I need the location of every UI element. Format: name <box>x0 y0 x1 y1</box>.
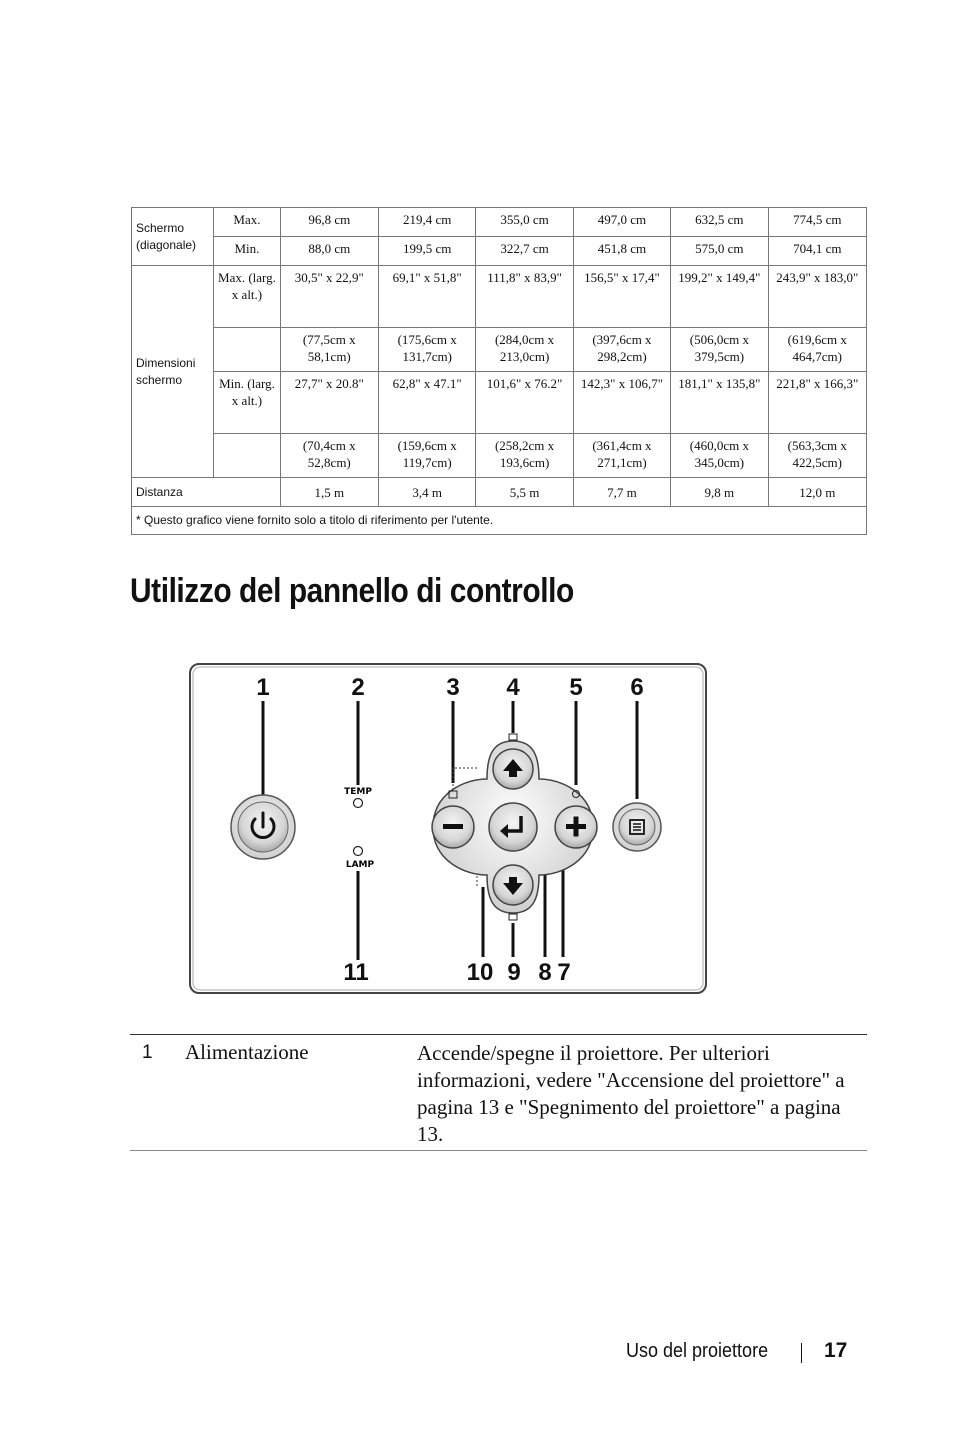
screen-max-row <box>132 208 867 237</box>
description-bottom-rule <box>130 1150 867 1151</box>
table-cell: 575,0 cm <box>671 237 768 266</box>
footer-section-title: Uso del proiettore <box>626 1340 769 1362</box>
dimensions-max-in-row <box>132 266 867 328</box>
down-button[interactable] <box>493 865 533 905</box>
plus-button[interactable] <box>555 806 597 848</box>
table-cell: 181,1" x 135,8" <box>671 372 768 434</box>
table-cell: (159,6cm x 119,7cm) <box>378 434 475 478</box>
description-number: 1 <box>142 1042 153 1063</box>
table-cell: 219,4 cm <box>378 208 475 237</box>
table-cell: 632,5 cm <box>671 208 768 237</box>
table-cell: 3,4 m <box>378 478 475 507</box>
max-size-label: Max. (larg. x alt.) <box>214 266 280 328</box>
dimensions-min-cm-row <box>132 434 867 478</box>
control-panel-diagram <box>187 661 709 996</box>
table-cell: 355,0 cm <box>476 208 573 237</box>
section-heading: Utilizzo del pannello di controllo <box>130 572 574 610</box>
table-cell: 497,0 cm <box>573 208 670 237</box>
table-cell: (284,0cm x 213,0cm) <box>476 328 573 372</box>
min-size-label: Min. (larg. x alt.) <box>214 372 280 434</box>
table-cell: 5,5 m <box>476 478 573 507</box>
table-cell: 322,7 cm <box>476 237 573 266</box>
table-cell: 199,2" x 149,4" <box>671 266 768 328</box>
table-cell: 199,5 cm <box>378 237 475 266</box>
footer-separator <box>801 1343 802 1363</box>
minus-button[interactable] <box>432 806 474 848</box>
distance-row <box>132 478 867 507</box>
enter-button[interactable] <box>489 803 537 851</box>
callout-10: 10 <box>466 959 494 986</box>
table-cell: (506,0cm x 379,5cm) <box>671 328 768 372</box>
table-cell: (619,6cm x 464,7cm) <box>768 328 866 372</box>
table-cell: 101,6" x 76.2" <box>476 372 573 434</box>
menu-button[interactable] <box>613 803 661 851</box>
callout-5: 5 <box>569 674 583 701</box>
table-cell: 7,7 m <box>573 478 670 507</box>
table-cell: 12,0 m <box>768 478 866 507</box>
callout-1: 1 <box>256 674 270 701</box>
table-cell: (460,0cm x 345,0cm) <box>671 434 768 478</box>
table-cell: 9,8 m <box>671 478 768 507</box>
table-cell: 451,8 cm <box>573 237 670 266</box>
screen-dimensions-label: Dimensioni schermo <box>132 266 214 478</box>
table-cell: 62,8" x 47.1" <box>378 372 475 434</box>
lamp-label: LAMP <box>345 860 375 870</box>
table-cell: 27,7" x 20.8" <box>280 372 378 434</box>
callout-4: 4 <box>506 674 520 701</box>
up-button[interactable] <box>493 749 533 789</box>
table-cell: (77,5cm x 58,1cm) <box>280 328 378 372</box>
table-cell: 88,0 cm <box>280 237 378 266</box>
table-cell: (70,4cm x 52,8cm) <box>280 434 378 478</box>
table-cell: 1,5 m <box>280 478 378 507</box>
table-cell: (397,6cm x 298,2cm) <box>573 328 670 372</box>
max-label: Max. <box>214 208 280 237</box>
table-cell: 142,3" x 106,7" <box>573 372 670 434</box>
empty-cell <box>214 328 280 372</box>
screen-diagonal-label: Schermo (diagonale) <box>132 208 214 266</box>
table-cell: 69,1" x 51,8" <box>378 266 475 328</box>
table-cell: (563,3cm x 422,5cm) <box>768 434 866 478</box>
table-footnote: * Questo grafico viene fornito solo a titolo di riferimento per l'utente. <box>132 507 867 535</box>
table-cell: 96,8 cm <box>280 208 378 237</box>
table-cell: 30,5" x 22,9" <box>280 266 378 328</box>
dimensions-min-in-row <box>132 372 867 434</box>
table-cell: 704,1 cm <box>768 237 866 266</box>
callout-3: 3 <box>446 674 460 701</box>
description-top-rule <box>130 1034 867 1035</box>
lamp-led <box>354 847 363 856</box>
minus-icon <box>443 824 463 829</box>
callout-6: 6 <box>630 674 644 701</box>
table-cell: 243,9" x 183,0" <box>768 266 866 328</box>
description-name: Alimentazione <box>185 1040 309 1064</box>
description-text: Accende/spegne il proiettore. Per ulteriori informazioni, vedere "Accensione del proiettore" a pagina 13 e "Spegnimento del proiettore" a pagina 13. <box>417 1041 845 1146</box>
footnote-row <box>132 507 867 535</box>
temp-led <box>354 799 363 808</box>
table-cell: 111,8" x 83,9" <box>476 266 573 328</box>
temp-label: TEMP <box>344 787 372 797</box>
power-button[interactable] <box>231 795 295 859</box>
callout-8: 8 <box>538 959 552 986</box>
projection-spec-table <box>131 207 867 535</box>
page-number: 17 <box>824 1339 848 1362</box>
min-label: Min. <box>214 237 280 266</box>
table-cell: 774,5 cm <box>768 208 866 237</box>
table-cell: 221,8" x 166,3" <box>768 372 866 434</box>
callout-7: 7 <box>557 959 571 986</box>
empty-cell <box>214 434 280 478</box>
callout-11: 11 <box>343 959 369 986</box>
callout-9: 9 <box>507 959 521 986</box>
table-cell: 156,5" x 17,4" <box>573 266 670 328</box>
callout-2: 2 <box>351 674 365 701</box>
table-cell: (175,6cm x 131,7cm) <box>378 328 475 372</box>
table-cell: (361,4cm x 271,1cm) <box>573 434 670 478</box>
distance-label: Distanza <box>132 478 281 507</box>
table-cell: (258,2cm x 193,6cm) <box>476 434 573 478</box>
screen-min-row <box>132 237 867 266</box>
dimensions-max-cm-row <box>132 328 867 372</box>
